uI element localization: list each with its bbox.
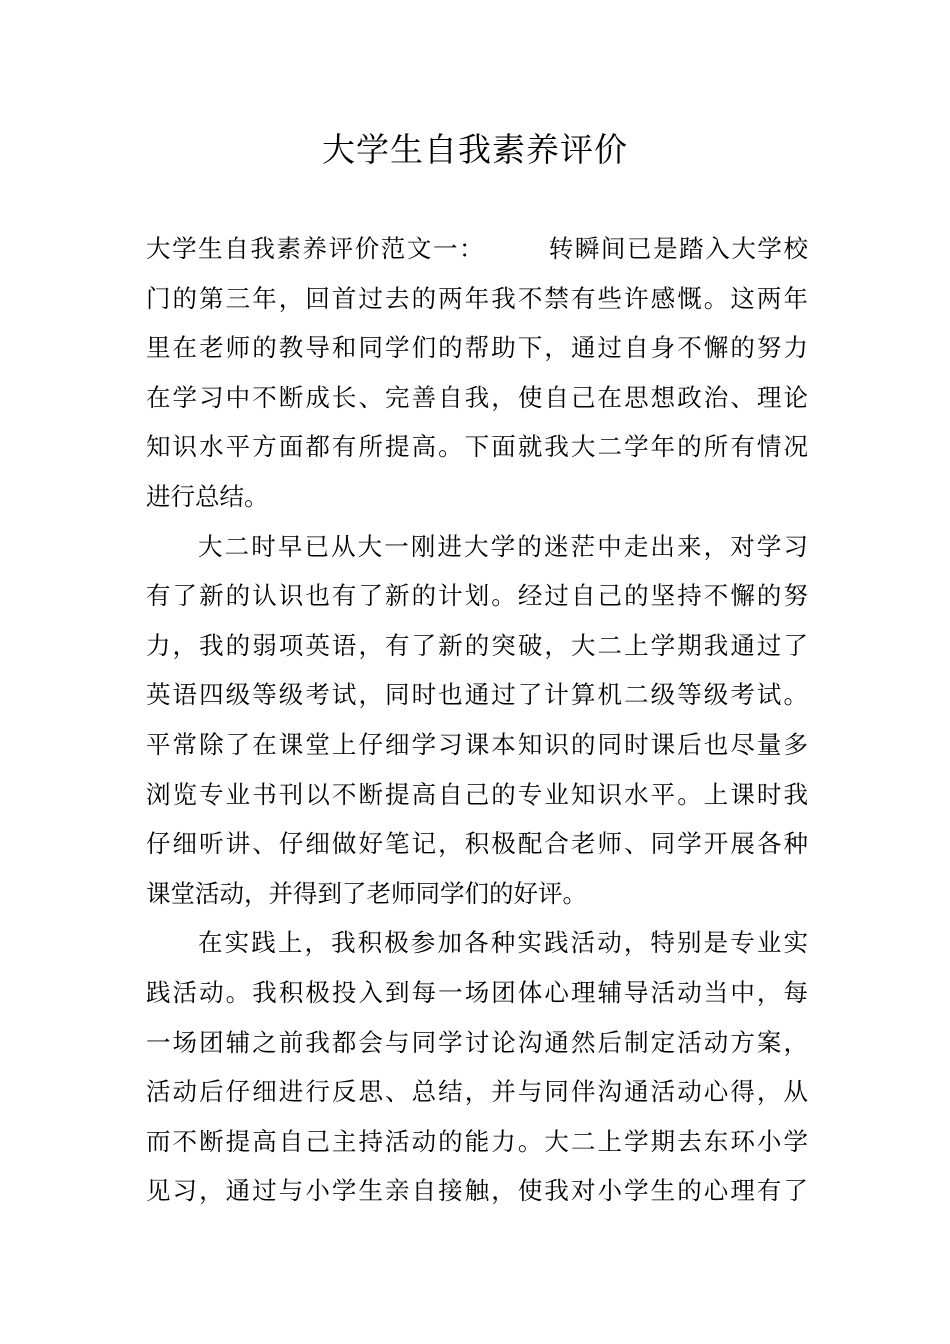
paragraph-2-line: 有了新的认识也有了新的计划。经过自己的坚持不懈的努 bbox=[146, 581, 808, 611]
paragraph-1-line: 知识水平方面都有所提高。下面就我大二学年的所有情况 bbox=[146, 432, 808, 462]
paragraph-1-line-1 bbox=[146, 224, 808, 274]
paragraph-1-line-1-text: 转瞬间已是踏入大学校 bbox=[547, 234, 809, 263]
paragraph-3-line: 践活动。我积极投入到每一场团体心理辅导活动当中，每 bbox=[146, 977, 808, 1007]
document-title: 大学生自我素养评价 bbox=[322, 130, 628, 169]
document-body bbox=[146, 224, 808, 1216]
paragraph-3-line: 在实践上，我积极参加各种实践活动，特别是专业实 bbox=[198, 928, 808, 958]
paragraph-2-line: 英语四级等级考试，同时也通过了计算机二级等级考试。 bbox=[146, 680, 808, 710]
paragraph-2-line: 平常除了在课堂上仔细学习课本知识的同时课后也尽量多 bbox=[146, 729, 808, 759]
paragraph-3-line: 一场团辅之前我都会与同学讨论沟通然后制定活动方案， bbox=[146, 1027, 808, 1057]
paragraph-3-line: 活动后仔细进行反思、总结，并与同伴沟通活动心得，从 bbox=[146, 1077, 808, 1107]
paragraph-2-line: 浏览专业书刊以不断提高自己的专业知识水平。上课时我 bbox=[146, 779, 808, 809]
paragraph-1-line: 里在老师的教导和同学们的帮助下，通过自身不懈的努力 bbox=[146, 333, 808, 363]
paragraph-1-line: 门的第三年，回首过去的两年我不禁有些许感慨。这两年 bbox=[146, 283, 808, 313]
paragraph-3-line: 见习，通过与小学生亲自接触，使我对小学生的心理有了 bbox=[146, 1176, 808, 1206]
paragraph-1-line: 进行总结。 bbox=[146, 481, 269, 511]
paragraph-2-line: 仔细听讲、仔细做好笔记，积极配合老师、同学开展各种 bbox=[146, 829, 808, 859]
paragraph-1-heading: 大学生自我素养评价范文一： bbox=[146, 234, 486, 263]
paragraph-2-line: 力，我的弱项英语，有了新的突破，大二上学期我通过了 bbox=[146, 630, 808, 660]
paragraph-2-line: 大二时早已从大一刚进大学的迷茫中走出来，对学习 bbox=[198, 531, 808, 561]
paragraph-3-line: 而不断提高自己主持活动的能力。大二上学期去东环小学 bbox=[146, 1126, 808, 1156]
paragraph-2-line: 课堂活动，并得到了老师同学们的好评。 bbox=[146, 878, 587, 908]
paragraph-1-line: 在学习中不断成长、完善自我，使自己在思想政治、理论 bbox=[146, 382, 808, 412]
